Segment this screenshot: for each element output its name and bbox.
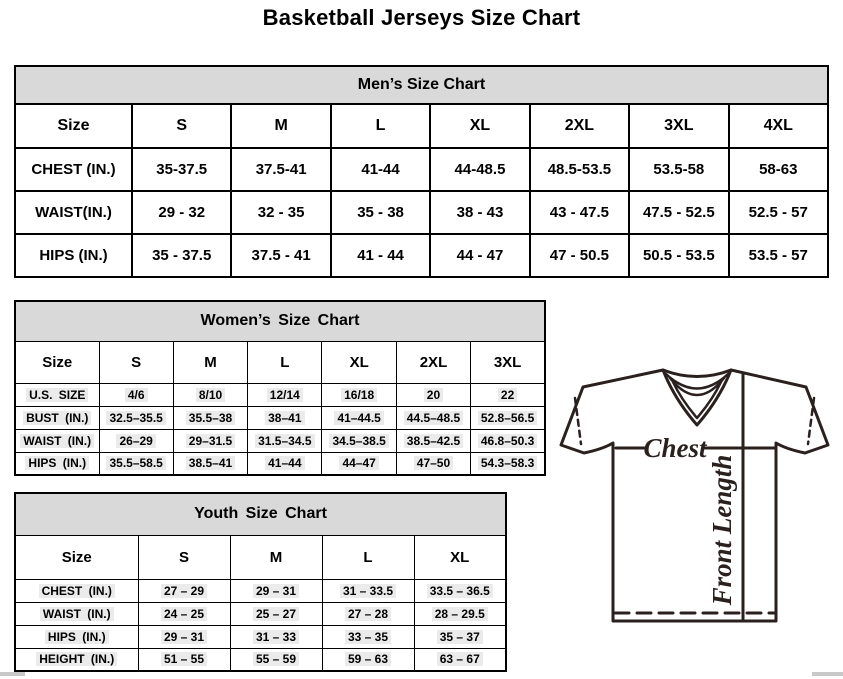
size-value: 35 - 38 [357, 204, 404, 221]
size-value: 12/14 [267, 388, 303, 402]
womens-chart-title: Women’s Size Chart [15, 301, 545, 341]
column-header-4xl: 4XL [729, 104, 828, 148]
size-value-cell [629, 191, 728, 234]
column-header-l: L [331, 104, 430, 148]
size-value-cell [322, 383, 396, 406]
mens-column-header-row [15, 104, 828, 148]
size-value: 32 - 35 [257, 204, 305, 221]
size-value-cell [414, 625, 506, 648]
size-value: 35 - 37.5 [152, 247, 212, 264]
size-value: 51 – 55 [161, 652, 207, 666]
size-value: 31 – 33.5 [340, 584, 396, 598]
size-value: 38 - 43 [456, 204, 504, 221]
row-label: HEIGHT (IN.) [36, 652, 117, 666]
size-value-cell [231, 148, 330, 191]
right-cuff-dashed-line [808, 398, 814, 444]
size-value-cell [530, 234, 629, 277]
column-header-size: Size [15, 341, 99, 383]
jersey-back-collar [663, 370, 731, 377]
column-header-size: Size [15, 535, 138, 579]
size-value-cell [322, 406, 396, 429]
size-value: 41–44.5 [334, 411, 383, 425]
size-value-cell [322, 579, 414, 602]
size-value: 16/18 [341, 388, 377, 402]
row-label: WAIST (IN.) [20, 434, 94, 448]
chest-label: Chest [643, 433, 707, 463]
size-value-cell [230, 602, 322, 625]
column-header-3xl: 3XL [629, 104, 728, 148]
size-value-cell [99, 429, 173, 452]
size-value: 46.8–50.3 [478, 434, 537, 448]
column-header-l: L [248, 341, 322, 383]
size-value: 27 – 28 [345, 607, 391, 621]
size-value-cell [331, 148, 430, 191]
size-value-cell [729, 191, 828, 234]
size-value-cell [396, 406, 470, 429]
size-value: 47–50 [414, 456, 453, 470]
size-value: 47 - 50.5 [549, 247, 609, 264]
column-header-2xl: 2XL [396, 341, 470, 383]
column-header-xl: XL [322, 341, 396, 383]
column-header-s: S [138, 535, 230, 579]
size-value: 55 – 59 [253, 652, 299, 666]
column-header-s: S [99, 341, 173, 383]
column-header-l: L [322, 535, 414, 579]
size-value: 44.5–48.5 [404, 411, 463, 425]
size-value-cell [99, 383, 173, 406]
size-value-cell [729, 148, 828, 191]
size-value-cell [729, 234, 828, 277]
left-cuff-dashed-line [575, 398, 581, 444]
size-value: 53.5-58 [653, 161, 705, 178]
size-value-cell [322, 625, 414, 648]
size-value: 43 - 47.5 [549, 204, 609, 221]
table-row [15, 648, 506, 671]
size-value: 38–41 [265, 411, 304, 425]
size-value-cell [331, 191, 430, 234]
row-label-cell [15, 429, 99, 452]
size-value: 35-37.5 [156, 161, 208, 178]
size-value: 35.5–58.5 [106, 456, 165, 470]
size-value: 31 – 33 [253, 630, 299, 644]
column-header-m: M [173, 341, 247, 383]
size-value-cell [629, 148, 728, 191]
row-label-cell [15, 625, 138, 648]
size-value-cell [414, 579, 506, 602]
size-value-cell [132, 148, 231, 191]
table-row [15, 406, 545, 429]
size-value: 24 – 25 [161, 607, 207, 621]
size-value: 34.5–38.5 [329, 434, 388, 448]
mens-chart-title: Men’s Size Chart [15, 66, 828, 104]
jersey-diagram-svg [553, 356, 843, 634]
row-label-cell [15, 579, 138, 602]
column-header-m: M [231, 104, 330, 148]
row-label-cell [15, 602, 138, 625]
table-row [15, 148, 828, 191]
size-value-cell [248, 429, 322, 452]
size-value: 47.5 - 52.5 [642, 204, 715, 221]
size-value-cell [173, 452, 247, 475]
table-row [15, 234, 828, 277]
size-value: 44–47 [339, 456, 378, 470]
column-header-xl: XL [430, 104, 529, 148]
front-length-label: Front Length [707, 454, 737, 606]
row-label-cell [15, 234, 132, 277]
size-value-cell [471, 452, 545, 475]
size-value-cell [138, 625, 230, 648]
size-value: 48.5-53.5 [547, 161, 612, 178]
mens-size-chart-table [14, 65, 829, 278]
size-value-cell [248, 452, 322, 475]
row-label: CHEST (IN.) [39, 584, 115, 598]
size-value-cell [230, 579, 322, 602]
row-label-cell [15, 648, 138, 671]
row-label: BUST (IN.) [23, 411, 91, 425]
size-value: 52.8–56.5 [478, 411, 537, 425]
size-value: 41–44 [265, 456, 304, 470]
youth-chart-title: Youth Size Chart [15, 493, 506, 535]
size-value-cell [471, 429, 545, 452]
size-value: 63 – 67 [437, 652, 483, 666]
size-value: 59 – 63 [345, 652, 391, 666]
table-row [15, 579, 506, 602]
row-label: CHEST (IN.) [31, 161, 116, 178]
size-value: 41 - 44 [357, 247, 404, 264]
size-value-cell [132, 234, 231, 277]
row-label-cell [15, 191, 132, 234]
row-label: HIPS (IN.) [39, 247, 108, 264]
row-label: WAIST(IN.) [35, 204, 112, 221]
size-value: 29 - 32 [158, 204, 206, 221]
size-value-cell [530, 148, 629, 191]
size-value: 20 [424, 388, 443, 402]
size-value-cell [138, 579, 230, 602]
size-value: 29 – 31 [161, 630, 207, 644]
size-value: 33.5 – 36.5 [427, 584, 493, 598]
size-value-cell [414, 602, 506, 625]
size-value-cell [138, 602, 230, 625]
column-header-2xl: 2XL [530, 104, 629, 148]
table-row [15, 452, 545, 475]
size-value-cell [430, 234, 529, 277]
size-value: 44-48.5 [454, 161, 506, 178]
size-value-cell [231, 234, 330, 277]
row-label: WAIST (IN.) [40, 607, 114, 621]
column-header-s: S [132, 104, 231, 148]
size-value: 4/6 [125, 388, 148, 402]
page-title: Basketball Jerseys Size Chart [262, 5, 581, 30]
row-label-cell [15, 148, 132, 191]
size-value: 32.5–35.5 [106, 411, 165, 425]
size-value-cell [231, 191, 330, 234]
size-value: 29–31.5 [186, 434, 235, 448]
womens-chart-banner [15, 301, 545, 341]
size-value-cell [396, 383, 470, 406]
row-label: U.S. SIZE [26, 388, 88, 402]
size-value: 35 – 37 [437, 630, 483, 644]
size-value: 50.5 - 53.5 [642, 247, 715, 264]
size-value-cell [230, 648, 322, 671]
size-value-cell [138, 648, 230, 671]
youth-chart-banner [15, 493, 506, 535]
size-value: 29 – 31 [253, 584, 299, 598]
column-header-size: Size [15, 104, 132, 148]
size-value-cell [322, 429, 396, 452]
size-value-cell [331, 234, 430, 277]
size-value: 28 – 29.5 [432, 607, 488, 621]
size-value-cell [396, 429, 470, 452]
size-value-cell [248, 406, 322, 429]
jersey-measurement-diagram [553, 356, 843, 634]
size-value-cell [248, 383, 322, 406]
size-value: 58-63 [759, 161, 798, 178]
size-value-cell [396, 452, 470, 475]
table-row [15, 429, 545, 452]
youth-column-header-row [15, 535, 506, 579]
size-value-cell [430, 148, 529, 191]
mens-chart-banner [15, 66, 828, 104]
column-header-3xl: 3XL [471, 341, 545, 383]
youth-size-chart-table [14, 492, 507, 672]
size-value-cell [173, 406, 247, 429]
size-value: 27 – 29 [161, 584, 207, 598]
size-value: 38.5–42.5 [404, 434, 463, 448]
row-label: HIPS (IN.) [45, 630, 109, 644]
size-value-cell [230, 625, 322, 648]
size-value: 54.3–58.3 [478, 456, 537, 470]
horizontal-scrollbar-fragment-left[interactable] [0, 672, 25, 676]
size-value: 26–29 [116, 434, 155, 448]
size-value: 37.5 - 41 [251, 247, 311, 264]
size-value-cell [530, 191, 629, 234]
table-row [15, 602, 506, 625]
size-value: 25 – 27 [253, 607, 299, 621]
size-value: 52.5 - 57 [748, 204, 808, 221]
size-value-cell [99, 452, 173, 475]
size-value-cell [322, 602, 414, 625]
size-value: 8/10 [196, 388, 225, 402]
table-row [15, 191, 828, 234]
jersey-outline [561, 370, 828, 621]
size-value-cell [414, 648, 506, 671]
horizontal-scrollbar-fragment-right[interactable] [812, 672, 843, 676]
size-value-cell [322, 648, 414, 671]
size-value: 53.5 - 57 [748, 247, 808, 264]
size-value-cell [173, 383, 247, 406]
size-value: 37.5-41 [255, 161, 307, 178]
size-value-cell [132, 191, 231, 234]
womens-size-chart-table [14, 300, 546, 476]
row-label-cell [15, 406, 99, 429]
table-row [15, 625, 506, 648]
womens-column-header-row [15, 341, 545, 383]
table-row [15, 383, 545, 406]
size-value: 44 - 47 [456, 247, 504, 264]
row-label: HIPS (IN.) [25, 456, 89, 470]
size-value-cell [99, 406, 173, 429]
column-header-xl: XL [414, 535, 506, 579]
column-header-m: M [230, 535, 322, 579]
row-label-cell [15, 452, 99, 475]
size-value: 35.5–38 [186, 411, 235, 425]
size-value: 33 – 35 [345, 630, 391, 644]
row-label-cell [15, 383, 99, 406]
size-value-cell [471, 406, 545, 429]
size-value: 22 [498, 388, 517, 402]
size-value: 31.5–34.5 [255, 434, 314, 448]
size-value-cell [322, 452, 396, 475]
size-value: 38.5–41 [186, 456, 235, 470]
size-value-cell [430, 191, 529, 234]
size-value: 41-44 [361, 161, 400, 178]
size-value-cell [173, 429, 247, 452]
size-value-cell [629, 234, 728, 277]
size-value-cell [471, 383, 545, 406]
